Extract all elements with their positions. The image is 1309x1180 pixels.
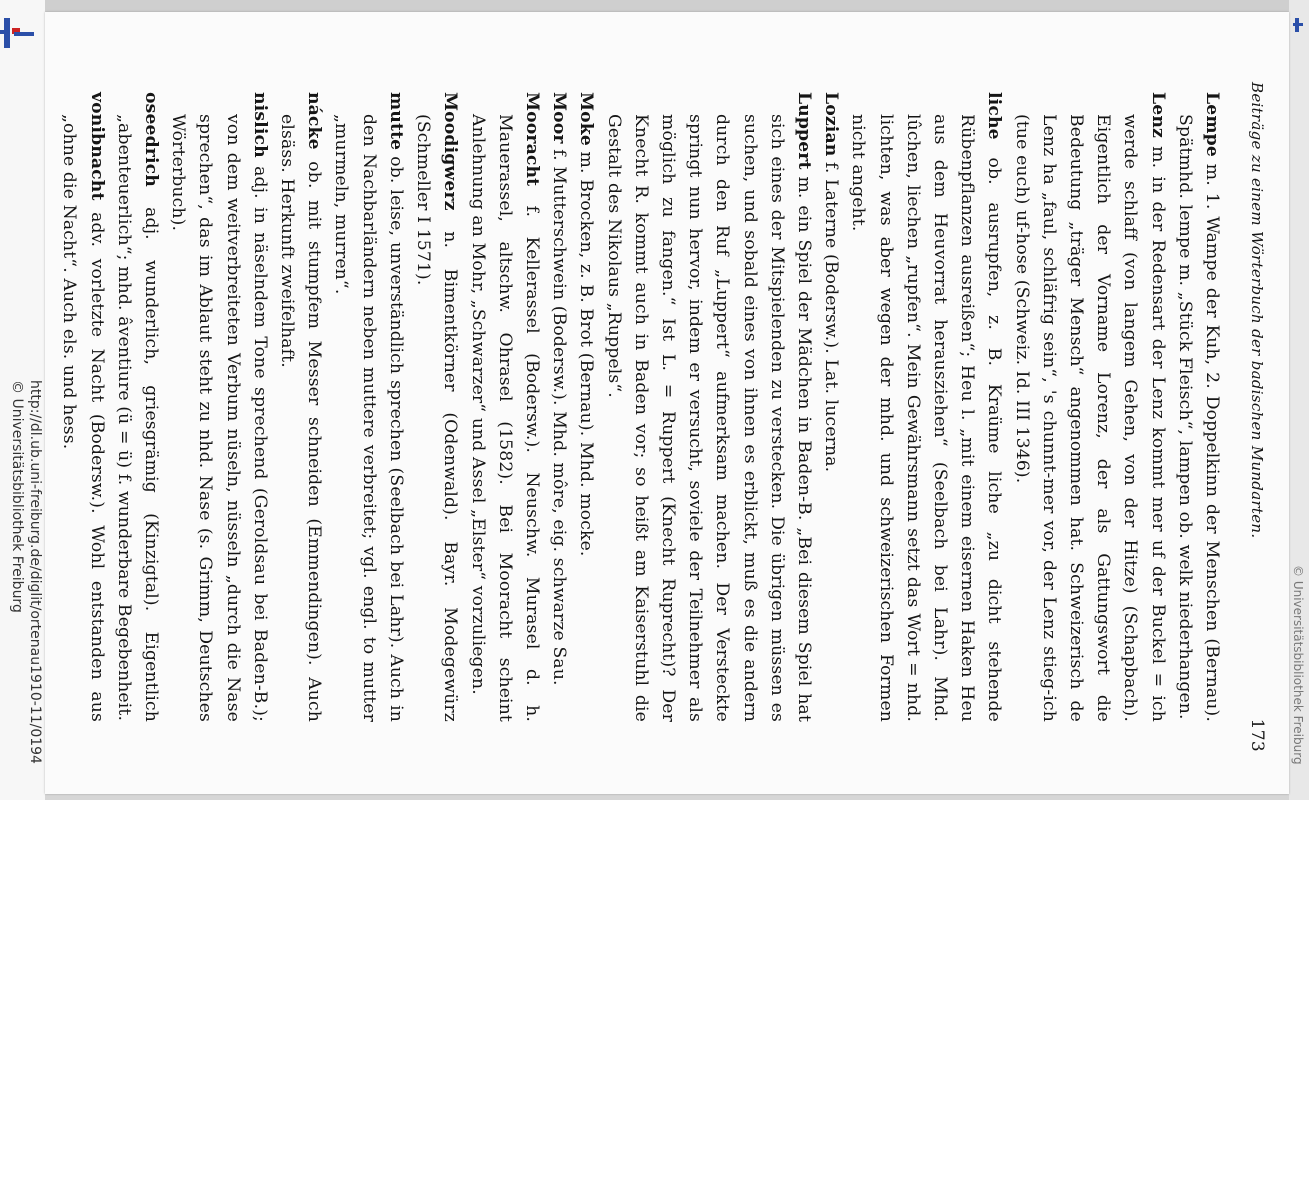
bottom-edge (45, 794, 1289, 800)
dictionary-entry (599, 92, 817, 722)
page-content (45, 22, 1275, 782)
right-credit: © Universitätsbibliothek Freiburg (1291, 565, 1305, 765)
dictionary-entry (55, 92, 109, 722)
library-logo-icon (0, 18, 36, 48)
entry-definition: m. in der Redensart der Lenz kommt mer uf der Buckel = ich werde schlaff (von langem Gehen, von der Hitze) (Schapbach). Eigentlich der Vorname Lorenz, der als Gattungswort die Bedeutung „träger Mensch“ angenommen hat. Schweizerisch de Lenz ha „faul, schläfrig sein“, 's chunnt-mer vor, der Lenz stieg-ich (tue euch) uf-hose (Schweiz. Id. III 1346). (1011, 114, 1168, 722)
entry-definition: f. Kellerassel (Bodersw.). Neuschw. Murasel d. h. Mauerassel, altschw. Ohrasel (1582). Bei Mooracht scheint Anlehnung an Mohr, „Schwarzer“ und Assel „Elster“ vorzuliegen. (467, 114, 542, 722)
entry-headword: oseedrich (141, 92, 162, 187)
entry-headword: Moor (549, 92, 570, 144)
entry-headword: nislich (249, 92, 270, 158)
dictionary-entry (110, 92, 164, 722)
running-title: Beiträge zu einem Wörterbuch der badischen Mundarten. (1248, 82, 1266, 539)
entry-headword: Moodigwerz (440, 92, 461, 211)
entry-definition: adv. vorletzte Nacht (Bodersw.). Wohl entstanden aus „ohne die Nacht“. Auch els. und hess. (59, 114, 107, 722)
entry-headword: mutte (385, 92, 406, 151)
entry-headword: Lozian (821, 92, 842, 157)
entry-headword: Mooracht (521, 92, 542, 187)
entry-definition: f. Laterne (Bodersw.). Lat. lucerna. (821, 156, 842, 473)
entry-definition: m. 1. Wampe der Kuh, 2. Doppelkinn der Menschen (Bernau). Spätmhd. lempe m. „Stück Fleisch“, lampen ob. welk niederhangen. (1174, 114, 1222, 722)
entry-headword: Lenz (1147, 92, 1168, 138)
entry-definition: f. Mutterschwein (Bodersw.). Mhd. môre, eig. schwarze Sau. (549, 143, 570, 686)
scanned-page (45, 12, 1289, 794)
dictionary-body (55, 22, 1239, 782)
entry-definition: n. Bimentkörner (Odenwald). Bayr. Modegewürz (Schmeller I 1571). (413, 114, 461, 722)
entry-definition: ob. leise, unverständlich sprechen (Seelbach bei Lahr). Auch in den Nachbarländern neben muttere verbreitet; vgl. engl. to mutter „murmeln, murren“. (331, 114, 406, 722)
dictionary-entry (164, 92, 273, 722)
entry-headword: liche (984, 92, 1005, 140)
entry-definition: adj. wunderlich, griesgrämig (Kinzigtal). Eigentlich „abenteuerlich“; mhd. âventiure (ü = ü) f. wunderbare Begebenheit. (113, 114, 162, 722)
page-number: 173 (1247, 718, 1267, 752)
entry-definition: m. Brocken, z. B. Brot (Bernau). Mhd. mocke. (576, 145, 597, 557)
entry-definition: ob. ausrupfen, z. B. Kraüme liche „zu dicht stehende Rübenpflanzen ausreißen“; Heu l. „mit einem eisernen Haken Heu aus dem Heuvorrat herausziehen“ (Seelbach bei Lahr). Mhd. lûchen, liechen „rupfen“. Mein Gewährsmann setzt das Wort = nhd. lichten, was aber wegen der mhd. und schweizerischen Formen nicht angeht. (848, 114, 1005, 722)
dictionary-entry (273, 92, 327, 722)
library-logo-small-icon (1293, 18, 1303, 32)
entry-headword: nácke (304, 92, 325, 150)
dictionary-entry (409, 92, 463, 722)
source-url: http://dl.ub.uni-freiburg.de/diglit/ortenau1910-11/0194 (27, 380, 43, 764)
entry-definition: ob. mit stumpfem Messer schneiden (Emmendingen). Auch elsäss. Herkunft zweifelhaft. (277, 114, 325, 722)
credit-line: © Universitätsbibliothek Freiburg (9, 380, 25, 613)
dictionary-entry (327, 92, 409, 722)
dictionary-entry (844, 92, 1007, 722)
dictionary-entry (817, 92, 844, 722)
dictionary-entry (572, 92, 599, 722)
entry-headword: Lempe (1202, 92, 1222, 157)
dictionary-entry (545, 92, 572, 722)
entry-headword: vonibnacht (86, 92, 107, 201)
entry-definition: adj. in näselndem Tone sprechend (Geroldsau bei Baden-B.); von dem weitverbreiteten Verbum nüseln, nüsseln „durch die Nase sprechen“, das im Ablaut steht zu nhd. Nase (s. Grimm, Deutsches Wörterbuch). (168, 114, 270, 722)
entry-headword: Moke (576, 92, 597, 146)
dictionary-entry (463, 92, 545, 722)
entry-headword: Luppert (793, 92, 814, 170)
side-watermark (4, 380, 44, 1180)
dictionary-entry (1171, 92, 1225, 722)
top-edge (45, 0, 1289, 12)
page-header (1239, 22, 1275, 782)
entry-definition: m. ein Spiel der Mädchen in Baden-B. „Bei diesem Spiel hat sich eines der Mitspielenden zu verstecken. Die übrigen müssen es suchen, und sobald eines von ihnen es erblickt, muß es die andern durch den Ruf „Luppert“ aufmerksam machen. Der Versteckte springt nun hervor, indem er versucht, soviele der Teilnehmer als möglich zu fangen.“ Ist L. = Ruppert (Knecht Ruprecht)? Der Knecht R. kommt auch in Baden vor; so heißt am Kaiserstuhl die Gestalt des Nikolaus „Ruppels“. (603, 114, 814, 722)
dictionary-entry (1007, 92, 1170, 722)
